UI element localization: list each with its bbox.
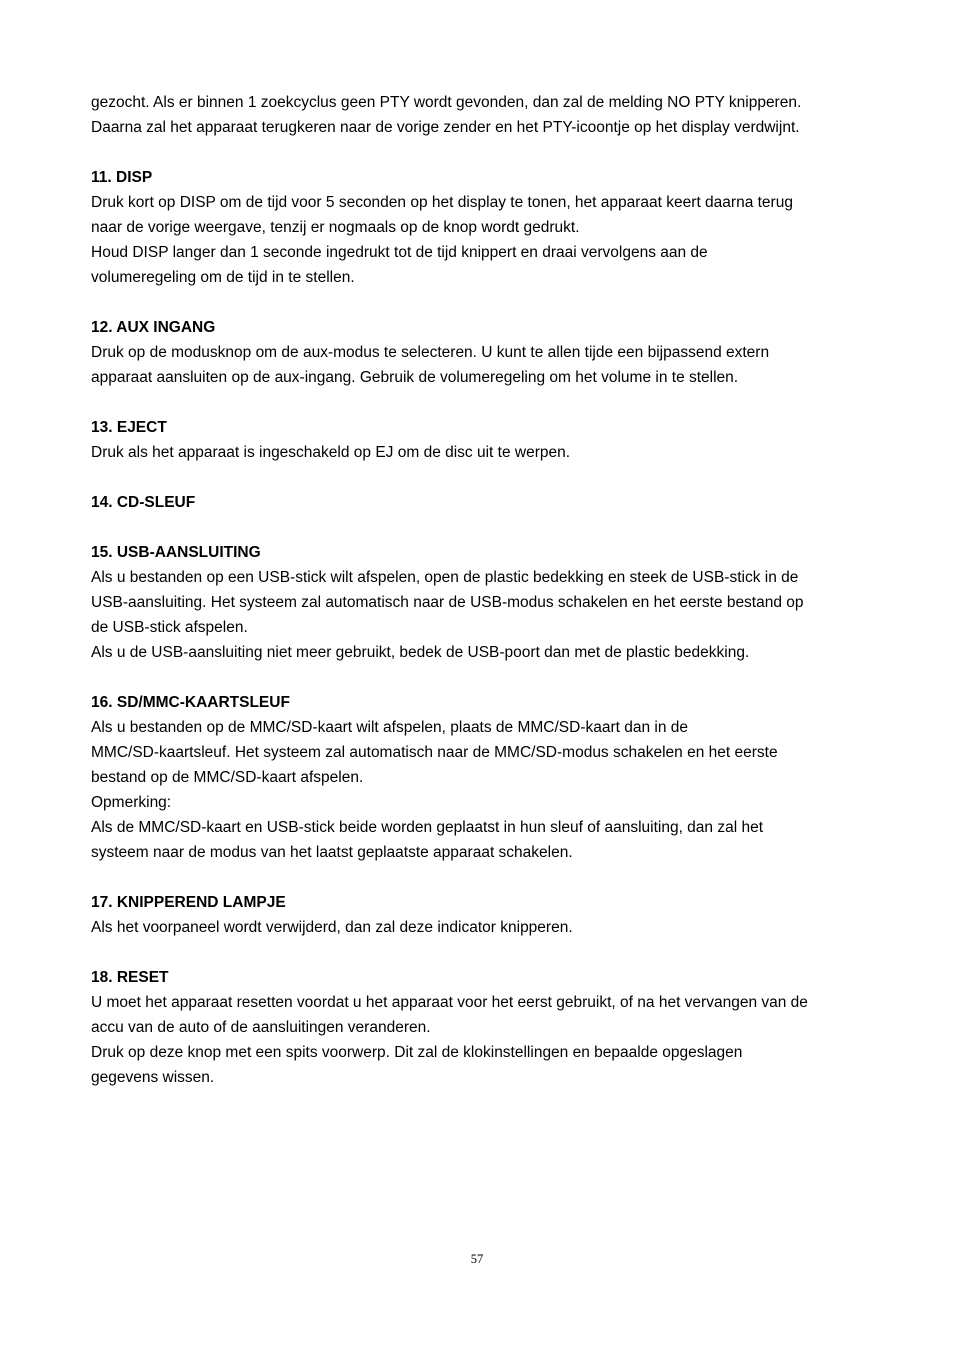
document-page — [91, 90, 871, 1090]
section-heading: 14. CD-SLEUF — [91, 494, 196, 511]
section-line: gegevens wissen. — [91, 1069, 215, 1086]
section-line: accu van de auto of de aansluitingen veranderen. — [91, 1019, 431, 1036]
section-line: U moet het apparaat resetten voordat u het apparaat voor het eerst gebruikt, of na het vervangen van de — [91, 994, 808, 1011]
section-heading: 15. USB-AANSLUITING — [91, 544, 261, 561]
section-line: volumeregeling om de tijd in te stellen. — [91, 269, 355, 286]
section-line: apparaat aansluiten op de aux-ingang. Gebruik de volumeregeling om het volume in te stellen. — [91, 369, 739, 386]
section-line: bestand op de MMC/SD-kaart afspelen. — [91, 769, 364, 786]
section-line: Opmerking: — [91, 794, 172, 811]
intro-paragraph — [91, 90, 871, 140]
section-line: Als de MMC/SD-kaart en USB-stick beide worden geplaatst in hun sleuf of aansluiting, dan zal het — [91, 819, 764, 836]
section-usb-aansluiting — [91, 540, 871, 665]
section-line: Druk op deze knop met een spits voorwerp. Dit zal de klokinstellingen en bepaalde opgeslagen — [91, 1044, 743, 1061]
page-number: 57 — [470, 1252, 484, 1266]
section-line: Als u de USB-aansluiting niet meer gebruikt, bedek de USB-poort dan met de plastic bedekking. — [91, 644, 750, 661]
section-disp — [91, 165, 871, 290]
section-line: Als u bestanden op de MMC/SD-kaart wilt afspelen, plaats de MMC/SD-kaart dan in de — [91, 719, 689, 736]
section-line: Druk op de modusknop om de aux-modus te selecteren. U kunt te allen tijde een bijpassend extern — [91, 344, 770, 361]
section-heading: 12. AUX INGANG — [91, 319, 216, 336]
section-reset — [91, 965, 871, 1090]
section-line: Druk kort op DISP om de tijd voor 5 seconden op het display te tonen, het apparaat keert daarna terug — [91, 194, 793, 211]
section-line: de USB-stick afspelen. — [91, 619, 248, 636]
section-line: Druk als het apparaat is ingeschakeld op EJ om de disc uit te werpen. — [91, 444, 571, 461]
section-aux-ingang — [91, 315, 871, 390]
section-line: Houd DISP langer dan 1 seconde ingedrukt tot de tijd knippert en draai vervolgens aan de — [91, 244, 708, 261]
section-heading: 17. KNIPPEREND LAMPJE — [91, 894, 286, 911]
section-line: systeem naar de modus van het laatst geplaatste apparaat schakelen. — [91, 844, 573, 861]
section-line: naar de vorige weergave, tenzij er nogmaals op de knop wordt gedrukt. — [91, 219, 580, 236]
section-heading: 18. RESET — [91, 969, 169, 986]
intro-line: Daarna zal het apparaat terugkeren naar de vorige zender en het PTY-icoontje op het display verdwijnt. — [91, 119, 800, 136]
section-line: Als u bestanden op een USB-stick wilt afspelen, open de plastic bedekking en steek de USB-stick in de — [91, 569, 799, 586]
section-heading: 11. DISP — [91, 169, 153, 186]
section-heading: 16. SD/MMC-KAARTSLEUF — [91, 694, 290, 711]
section-line: USB-aansluiting. Het systeem zal automatisch naar de USB-modus schakelen en het eerste bestand op — [91, 594, 804, 611]
section-cd-sleuf — [91, 490, 871, 515]
section-sd-mmc-kaartsleuf — [91, 690, 871, 865]
section-knipperend-lampje — [91, 890, 871, 940]
section-line: Als het voorpaneel wordt verwijderd, dan zal deze indicator knipperen. — [91, 919, 573, 936]
intro-line: gezocht. Als er binnen 1 zoekcyclus geen PTY wordt gevonden, dan zal de melding NO PTY knipperen. — [91, 94, 802, 111]
section-eject — [91, 415, 871, 465]
section-heading: 13. EJECT — [91, 419, 167, 436]
section-line: MMC/SD-kaartsleuf. Het systeem zal automatisch naar de MMC/SD-modus schakelen en het eerste — [91, 744, 778, 761]
